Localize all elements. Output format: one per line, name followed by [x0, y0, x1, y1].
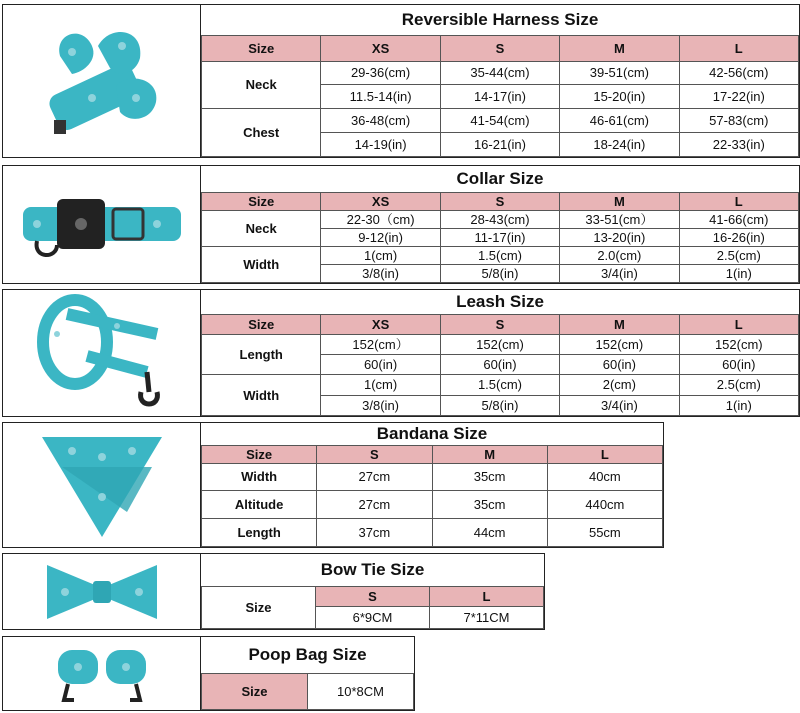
- table-cell: 60(in): [679, 354, 798, 374]
- collar-image: [3, 166, 201, 283]
- table-cell: 27cm: [317, 491, 432, 519]
- table-cell: 3/4(in): [560, 395, 679, 415]
- table-cell: 35-44(cm): [440, 61, 559, 85]
- harness-row-chest-label: Chest: [202, 109, 321, 157]
- table-cell: 28-43(cm): [440, 210, 559, 228]
- table-cell: 2.5(cm): [679, 246, 798, 264]
- table-cell: 33-51(cm）: [560, 210, 679, 228]
- table-cell: 44cm: [432, 519, 547, 547]
- table-cell: 15-20(in): [560, 85, 679, 109]
- table-cell: 27cm: [317, 463, 432, 491]
- table-cell: 1(in): [679, 395, 798, 415]
- bandana-header-s: S: [317, 445, 432, 463]
- leash-section: [2, 289, 800, 417]
- table-cell: 1.5(cm): [440, 375, 559, 395]
- collar-header-m: M: [560, 192, 679, 210]
- bowtie-title: Bow Tie Size: [202, 554, 544, 586]
- table-cell: 152(cm): [440, 334, 559, 354]
- collar-header-size: Size: [202, 192, 321, 210]
- table-cell: 2.0(cm): [560, 246, 679, 264]
- table-cell: 3/4(in): [560, 264, 679, 282]
- bandana-row-width-label: Width: [202, 463, 317, 491]
- leash-header-l: L: [679, 314, 798, 334]
- leash-header-m: M: [560, 314, 679, 334]
- table-cell: 11.5-14(in): [321, 85, 440, 109]
- poopbag-size-label: Size: [202, 673, 308, 710]
- leash-header-size: Size: [202, 314, 321, 334]
- table-cell: 9-12(in): [321, 228, 440, 246]
- table-cell: 60(in): [440, 354, 559, 374]
- harness-header-l: L: [679, 35, 798, 61]
- table-cell: 14-17(in): [440, 85, 559, 109]
- table-cell: 16-26(in): [679, 228, 798, 246]
- table-cell: 13-20(in): [560, 228, 679, 246]
- bowtie-section: [2, 553, 545, 630]
- bowtie-image: [3, 554, 201, 629]
- bandana-title: Bandana Size: [202, 423, 663, 445]
- harness-header-s: S: [440, 35, 559, 61]
- leash-title: Leash Size: [202, 290, 799, 314]
- table-cell: 22-30（cm): [321, 210, 440, 228]
- bowtie-header-l: L: [430, 586, 544, 606]
- table-cell: 39-51(cm): [560, 61, 679, 85]
- table-cell: 55cm: [547, 519, 662, 547]
- table-cell: 1(in): [679, 264, 798, 282]
- bandana-header-size: Size: [202, 445, 317, 463]
- collar-row-width-label: Width: [202, 246, 321, 282]
- bandana-image: [3, 423, 201, 547]
- harness-table: [201, 5, 799, 157]
- collar-section: [2, 165, 800, 284]
- bandana-row-altitude-label: Altitude: [202, 491, 317, 519]
- table-cell: 60(in): [321, 354, 440, 374]
- leash-table: [201, 290, 799, 416]
- table-cell: 29-36(cm): [321, 61, 440, 85]
- table-cell: 46-61(cm): [560, 109, 679, 133]
- bowtie-header-s: S: [316, 586, 430, 606]
- harness-row-neck-label: Neck: [202, 61, 321, 109]
- table-cell: 152(cm): [679, 334, 798, 354]
- bandana-row-length-label: Length: [202, 519, 317, 547]
- bandana-table: [201, 423, 663, 547]
- table-cell: 1(cm): [321, 375, 440, 395]
- table-cell: 5/8(in): [440, 395, 559, 415]
- collar-row-neck-label: Neck: [202, 210, 321, 246]
- table-cell: 41-54(cm): [440, 109, 559, 133]
- leash-header-xs: XS: [321, 314, 440, 334]
- table-cell: 16-21(in): [440, 133, 559, 157]
- table-cell: 14-19(in): [321, 133, 440, 157]
- table-cell: 3/8(in): [321, 395, 440, 415]
- table-cell: 37cm: [317, 519, 432, 547]
- leash-row-length-label: Length: [202, 334, 321, 375]
- table-cell: 1(cm): [321, 246, 440, 264]
- table-cell: 18-24(in): [560, 133, 679, 157]
- collar-header-xs: XS: [321, 192, 440, 210]
- table-cell: 2(cm): [560, 375, 679, 395]
- table-cell: 40cm: [547, 463, 662, 491]
- table-cell: 22-33(in): [679, 133, 798, 157]
- bandana-header-l: L: [547, 445, 662, 463]
- table-cell: 57-83(cm): [679, 109, 798, 133]
- leash-image: [3, 290, 201, 416]
- table-cell: 11-17(in): [440, 228, 559, 246]
- poopbag-table: [201, 637, 414, 710]
- leash-header-s: S: [440, 314, 559, 334]
- bowtie-size-label: Size: [202, 586, 316, 629]
- table-cell: 17-22(in): [679, 85, 798, 109]
- poopbag-section: [2, 636, 415, 711]
- collar-title: Collar Size: [202, 166, 799, 192]
- collar-header-s: S: [440, 192, 559, 210]
- table-cell: 42-56(cm): [679, 61, 798, 85]
- collar-header-l: L: [679, 192, 798, 210]
- harness-image: [3, 5, 201, 157]
- table-cell: 35cm: [432, 491, 547, 519]
- table-cell: 60(in): [560, 354, 679, 374]
- table-cell: 152(cm): [560, 334, 679, 354]
- leash-row-width-label: Width: [202, 375, 321, 416]
- table-cell: 36-48(cm): [321, 109, 440, 133]
- poopbag-image: [3, 637, 201, 710]
- harness-header-xs: XS: [321, 35, 440, 61]
- table-cell: 41-66(cm): [679, 210, 798, 228]
- harness-title: Reversible Harness Size: [202, 5, 799, 35]
- table-cell: 1.5(cm): [440, 246, 559, 264]
- bowtie-table: [201, 554, 544, 629]
- table-cell: 152(cm）: [321, 334, 440, 354]
- harness-section: [2, 4, 800, 158]
- table-cell: 35cm: [432, 463, 547, 491]
- table-cell: 3/8(in): [321, 264, 440, 282]
- harness-header-size: Size: [202, 35, 321, 61]
- table-cell: 10*8CM: [308, 673, 414, 710]
- bandana-header-m: M: [432, 445, 547, 463]
- poopbag-title: Poop Bag Size: [202, 637, 414, 673]
- bandana-section: [2, 422, 664, 548]
- table-cell: 440cm: [547, 491, 662, 519]
- table-cell: 7*11CM: [430, 606, 544, 629]
- table-cell: 6*9CM: [316, 606, 430, 629]
- collar-table: [201, 166, 799, 283]
- table-cell: 5/8(in): [440, 264, 559, 282]
- harness-header-m: M: [560, 35, 679, 61]
- table-cell: 2.5(cm): [679, 375, 798, 395]
